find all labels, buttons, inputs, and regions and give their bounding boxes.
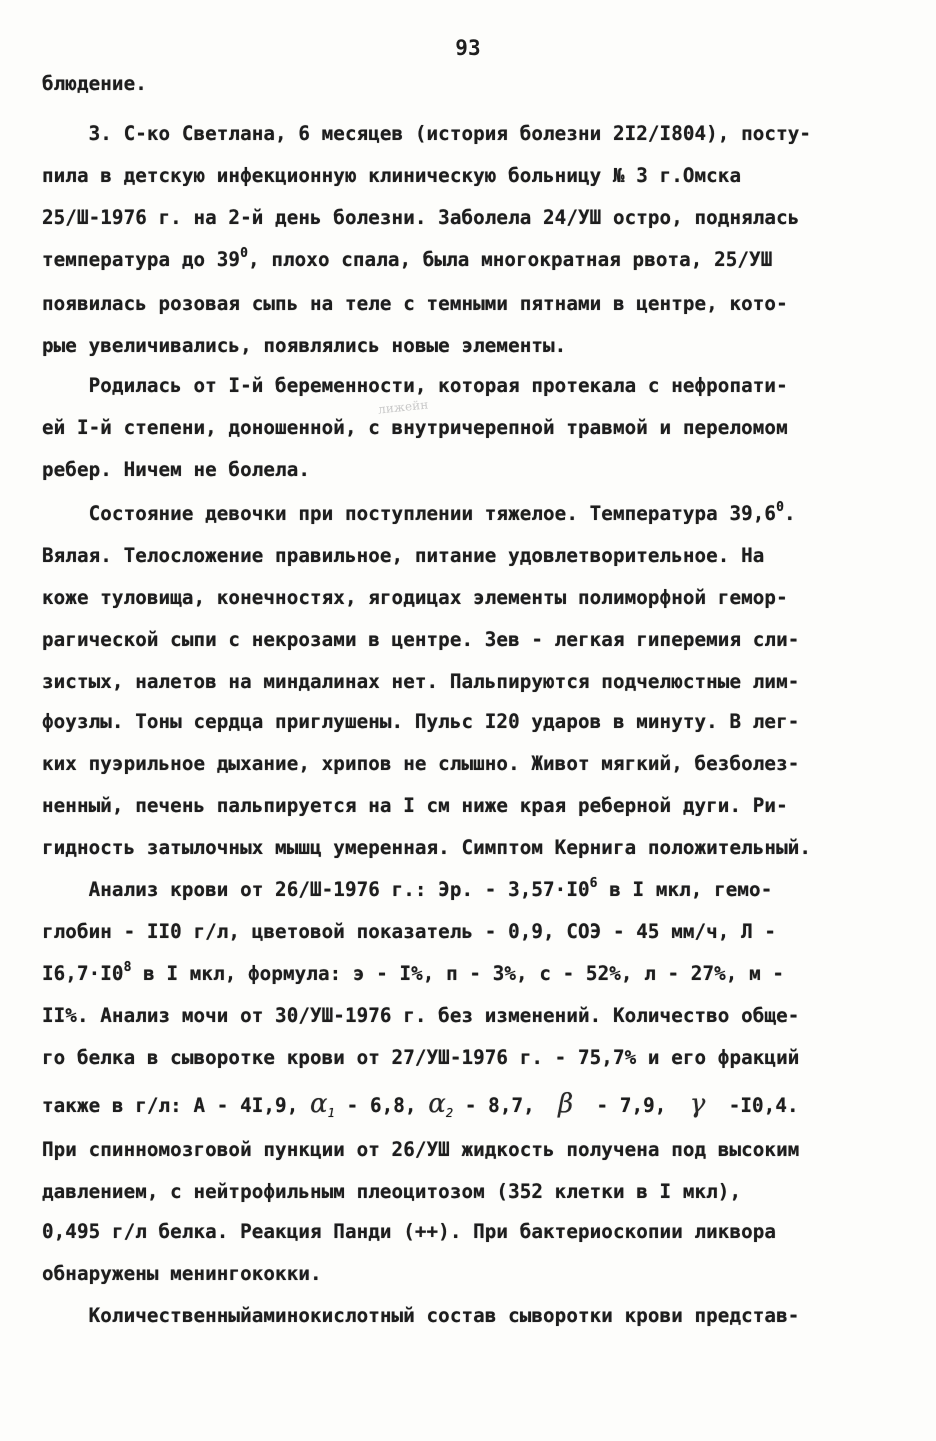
pencil-mark: лижейн [377,397,429,417]
text-segment: . [784,502,796,525]
text-segment: также в г/л: А - 4I,9, [42,1094,299,1117]
page-number: 93 [455,36,481,60]
text-segment: - 6,8, [335,1094,429,1117]
text-line: зистых, налетов на миндалинах нет. Пальпируются подчелюстные лим- [42,670,800,693]
subscript: 2 [445,1106,454,1120]
text-line: II%. Анализ мочи от 30/УШ-1976 г. без изменений. Количество обще- [42,1004,800,1027]
alpha-symbol: α [428,1089,446,1119]
beta-symbol: β [558,1089,574,1119]
text-line: го белка в сыворотке крови от 27/УШ-1976 г. - 75,7% и его фракций [42,1046,800,1069]
text-line: ребер. Ничем не болела. [42,458,310,481]
text-line: фоузлы. Тоны сердца приглушены. Пульс I20 ударов в минуту. В лег- [42,710,800,733]
text-segment: в I мкл, формула: э - I%, п - 3%, с - 52%, л - 27%, м - [131,962,785,985]
text-line [42,960,784,988]
text-line: ненный, печень пальпируется на I см ниже края реберной дуги. Ри- [42,794,788,817]
text-line: появилась розовая сыпь на теле с темными пятнами в центре, кото- [42,292,788,315]
text-segment: -I0,4. [705,1094,799,1117]
text-line: Вялая. Телосложение правильное, питание удовлетворительное. На [42,544,765,567]
text-line: обнаружены менингококки. [42,1262,322,1285]
text-line: рые увеличивались, появлялись новые элементы. [42,334,567,357]
text-segment: - 7,9, [573,1094,690,1117]
text-line: блюдение. [42,72,147,95]
text-line: Родилась от I-й беременности, которая протекала с нефропати- [42,374,788,397]
superscript: 6 [589,876,598,891]
text-line: 0,495 г/л белка. Реакция Панди (++). При бактериоскопии ликвора [42,1220,777,1243]
superscript: 0 [240,246,249,261]
text-line: рагической сыпи с некрозами в центре. Зев - легкая гиперемия сли- [42,628,800,651]
text-segment: температура до 39 [42,248,241,271]
text-line: глобин - II0 г/л, цветовой показатель - 0,9, СОЭ - 45 мм/ч, Л - [42,920,777,943]
text-line: При спинномозговой пункции от 26/УШ жидкость получена под высоким [42,1138,800,1161]
text-segment: в I мкл, гемо- [597,878,773,901]
text-line: гидность затылочных мышц умеренная. Симптом Кернига положительный. [42,836,812,859]
subscript: 1 [327,1106,335,1120]
text-line: Количественныйаминокислотный состав сыворотки крови представ- [42,1304,800,1327]
text-segment: Состояние девочки при поступлении тяжелое. Температура 39,6 [42,502,777,525]
text-segment: , плохо спала, была многократная рвота, 25/УШ [248,248,773,271]
gamma-symbol: γ [689,1089,706,1119]
text-line [42,246,772,274]
text-line: пила в детскую инфекционную клиническую больницу № 3 г.Омска [42,164,742,187]
text-segment: - 8,7, [453,1094,559,1117]
text-line [42,876,772,904]
superscript: 8 [123,960,132,975]
text-line [42,500,796,528]
text-segment: Анализ крови от 26/Ш-1976 г.: Эр. - 3,57·I0 [42,878,590,901]
text-line: давлением, с нейтрофильным плеоцитозом (352 клетки в I мкл), [42,1180,742,1203]
text-line: ей I-й степени, доношенной, с внутричерепной травмой и переломом [42,416,788,439]
text-line: 25/Ш-1976 г. на 2-й день болезни. Заболела 24/УШ остро, поднялась [42,206,800,229]
text-line: ких пуэрильное дыхание, хрипов не слышно. Живот мягкий, безболез- [42,752,800,775]
superscript: 0 [776,500,785,515]
text-line [42,1090,799,1127]
text-line: коже туловища, конечностях, ягодицах элементы полиморфной гемор- [42,586,788,609]
text-line: 3. С-ко Светлана, 6 месяцев (история болезни 2I2/I804), посту- [42,122,812,145]
alpha-symbol: α [310,1089,328,1119]
text-segment: I6,7·I0 [42,962,124,985]
